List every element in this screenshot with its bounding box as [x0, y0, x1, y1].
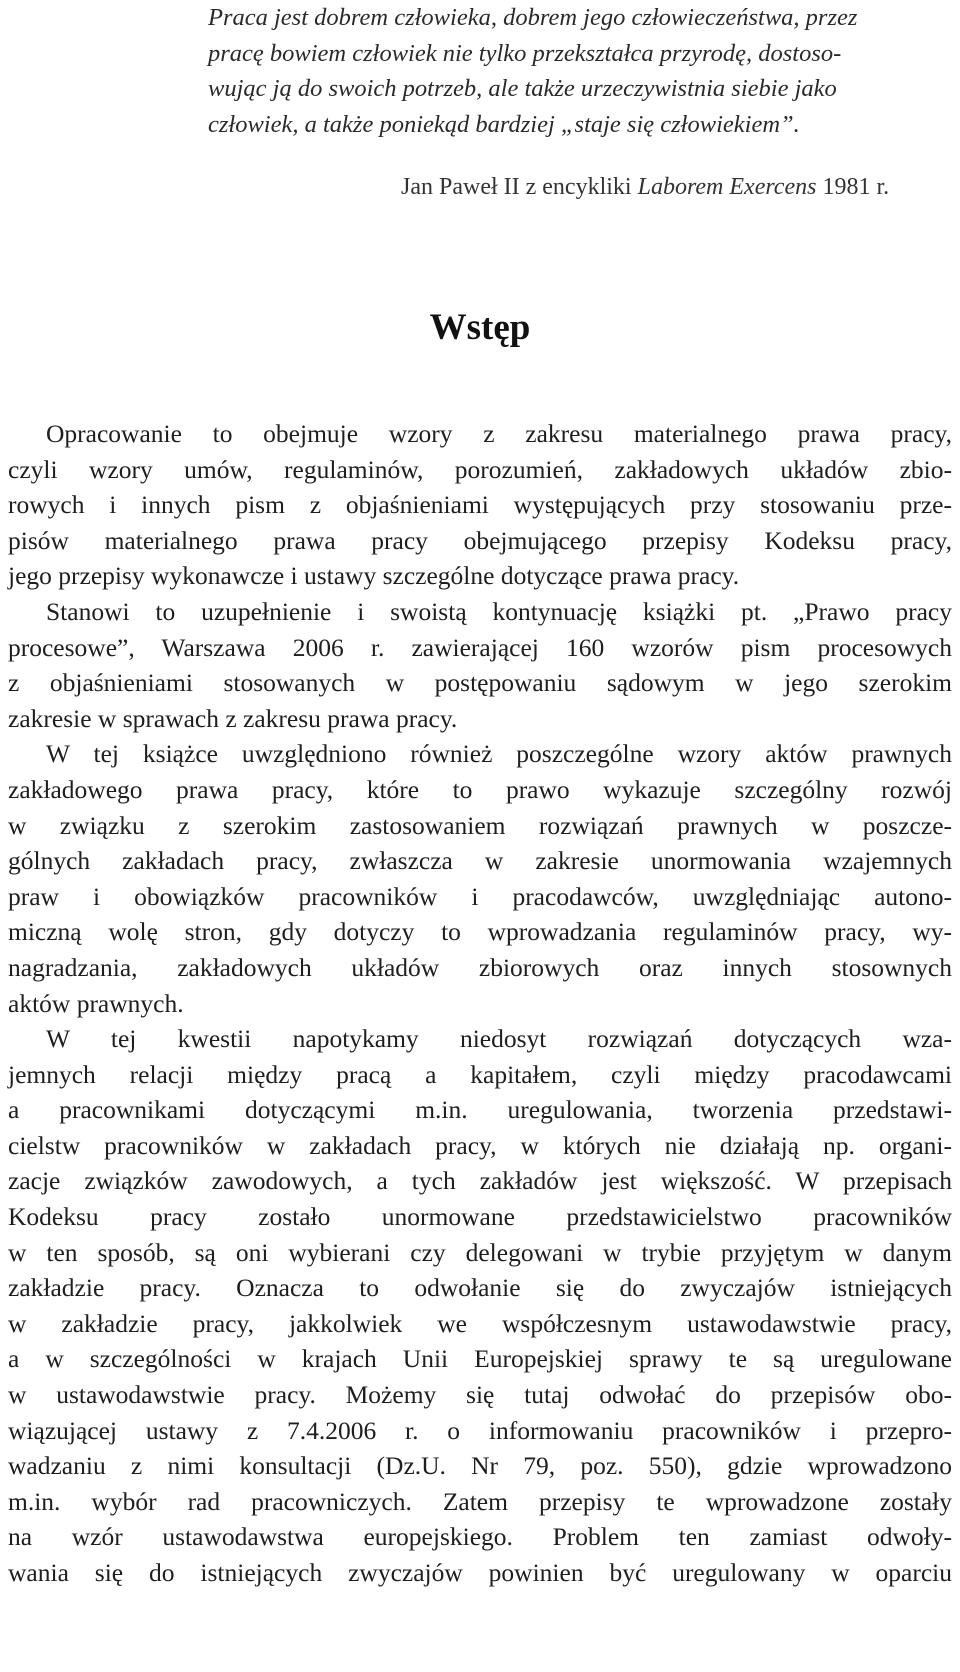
- text-line: rowych i innych pism z objaśnieniami występujących przy stosowaniu prze-: [8, 490, 952, 520]
- text-line: w ten sposób, są oni wybierani czy delegowani w trybie przyjętym w danym: [8, 1237, 952, 1267]
- body-text: [8, 416, 952, 1591]
- text-line: a pracownikami dotyczącymi m.in. uregulowania, tworzenia przedstawi-: [8, 1095, 952, 1125]
- text-line: Opracowanie to obejmuje wzory z zakresu materialnego prawa pracy,: [46, 419, 952, 448]
- section-heading: Wstęp: [429, 307, 531, 348]
- text-line: Kodeksu pracy zostało unormowane przedstawicielstwo pracowników: [8, 1202, 952, 1232]
- text-line: w związku z szerokim zastosowaniem rozwiązań prawnych w poszcze-: [8, 810, 952, 840]
- text-line: w ustawodawstwie pracy. Możemy się tutaj odwołać do przepisów obo-: [8, 1380, 952, 1410]
- text-line: m.in. wybór rad pracowniczych. Zatem przepisy te wprowadzone zostały: [8, 1486, 952, 1516]
- text-line: zacje związków zawodowych, a tych zakładów jest większość. W przepisach: [8, 1166, 952, 1196]
- text-line: zakładowego prawa pracy, które to prawo wykazuje szczególny rozwój: [8, 774, 952, 804]
- text-line: na wzór ustawodawstwa europejskiego. Problem ten zamiast odwoły-: [8, 1522, 952, 1552]
- motto-line: Praca jest dobrem człowieka, dobrem jego człowieczeństwa, przez: [208, 4, 858, 31]
- paragraph-2: [8, 736, 952, 1021]
- text-line: a w szczególności w krajach Unii Europejskiej sprawy te są uregulowane: [8, 1344, 952, 1374]
- attribution-work-title: Laborem Exercens: [637, 174, 817, 200]
- text-line: wiązującej ustawy z 7.4.2006 r. o informowaniu pracowników i przepro-: [8, 1415, 952, 1445]
- text-line: jego przepisy wykonawcze i ustawy szczególne dotyczące prawa pracy.: [8, 561, 740, 591]
- text-line: zakresie w sprawach z zakresu prawa pracy.: [8, 703, 458, 733]
- motto-quote: [208, 0, 953, 142]
- paragraph-1: [8, 416, 952, 736]
- text-line: W tej kwestii napotykamy niedosyt rozwiązań dotyczących wza-: [46, 1024, 952, 1054]
- text-line: czyli wzory umów, regulaminów, porozumień, zakładowych układów zbio-: [8, 454, 952, 484]
- attribution-author: Jan Paweł II z encykliki: [401, 174, 638, 200]
- text-line: miczną wolę stron, gdy dotyczy to wprowadzania regulaminów pracy, wy-: [8, 917, 952, 947]
- text-line: W tej książce uwzględniono również poszczególne wzory aktów prawnych: [46, 739, 952, 769]
- motto-line: człowiek, a także poniekąd bardziej „staje się człowiekiem”.: [208, 110, 800, 138]
- text-line: nagradzania, zakładowych układów zbiorowych oraz innych stosownych: [8, 952, 952, 982]
- text-line: procesowe”, Warszawa 2006 r. zawierającej 160 wzorów pism procesowych: [8, 632, 952, 662]
- text-line: zakładzie pracy. Oznacza to odwołanie się do zwyczajów istniejących: [8, 1273, 952, 1303]
- motto-line: pracę bowiem człowiek nie tylko przekształca przyrodę, dostoso-: [208, 39, 842, 67]
- attribution-year: 1981 r.: [816, 174, 890, 200]
- text-line: wadzaniu z nimi konsultacji (Dz.U. Nr 79, poz. 550), gdzie wprowadzono: [8, 1451, 952, 1481]
- motto-attribution: [401, 172, 889, 202]
- text-line: praw i obowiązków pracowników i pracodawców, uwzględniając autono-: [8, 881, 952, 911]
- text-line: wania się do istniejących zwyczajów powinien być uregulowany w oparciu: [8, 1558, 952, 1587]
- paragraph-3: [8, 1021, 952, 1591]
- motto-line: wując ją do swoich potrzeb, ale także urzeczywistnia siebie jako: [208, 75, 837, 102]
- text-line: jemnych relacji między pracą a kapitałem, czyli między pracodawcami: [8, 1059, 952, 1089]
- text-line: gólnych zakładach pracy, zwłaszcza w zakresie unormowania wzajemnych: [8, 846, 952, 876]
- text-line: z objaśnieniami stosowanych w postępowaniu sądowym w jego szerokim: [8, 668, 952, 698]
- text-line: Stanowi to uzupełnienie i swoistą kontynuację książki pt. „Prawo pracy: [46, 596, 952, 626]
- text-line: pisów materialnego prawa pracy obejmującego przepisy Kodeksu pracy,: [8, 525, 952, 555]
- text-line: aktów prawnych.: [8, 988, 184, 1018]
- text-line: cielstw pracowników w zakładach pracy, w których nie działają np. organi-: [8, 1130, 952, 1160]
- text-line: w zakładzie pracy, jakkolwiek we współczesnym ustawodawstwie pracy,: [8, 1308, 952, 1338]
